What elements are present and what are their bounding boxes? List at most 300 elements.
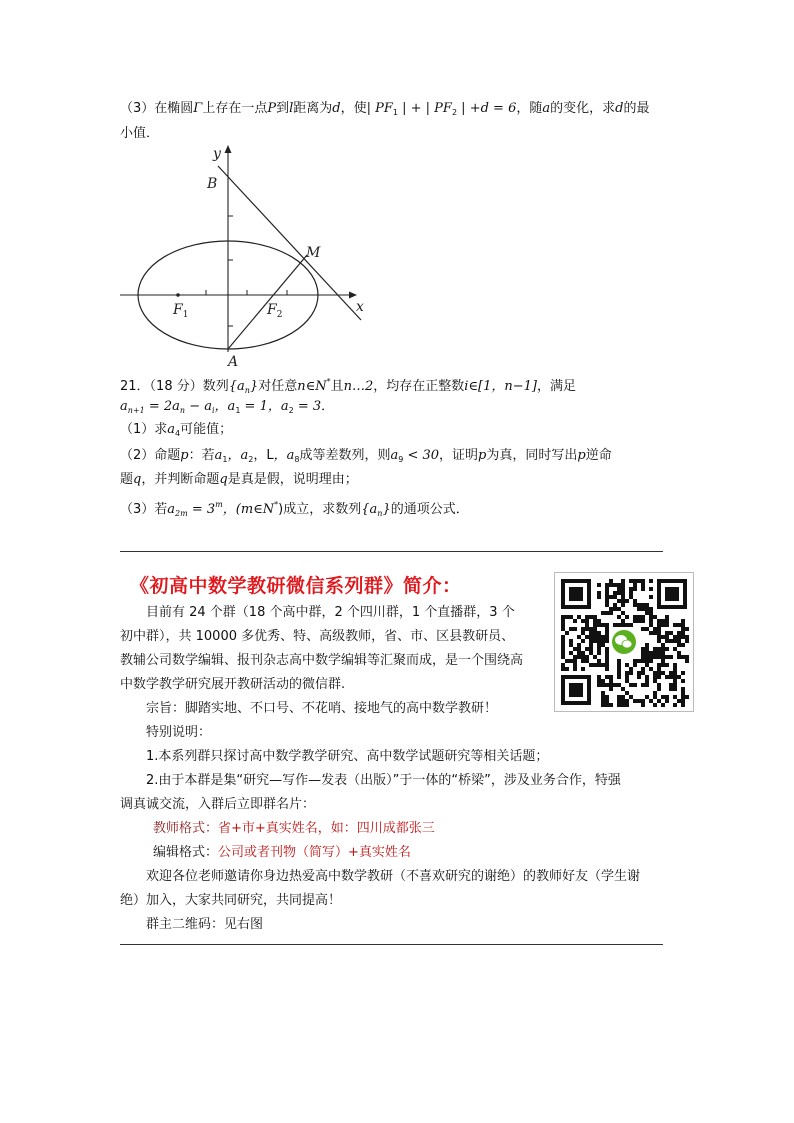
qr-module [657,623,661,627]
qr-module [605,639,609,643]
teacher-format-label: 教师格式： [153,821,219,836]
qr-module [581,651,585,655]
qr-module [581,631,585,635]
var-d: d [332,101,341,116]
qr-module [657,699,661,703]
qr-module [685,659,689,663]
qr-module [569,643,573,647]
qr-module [593,619,597,623]
sub: 1 [222,455,228,464]
qr-module [569,615,573,619]
q21-line2 [120,397,334,421]
qr-module [601,643,605,647]
qr-module [665,655,669,659]
qr-module [641,627,645,631]
qr-module [645,659,649,663]
qr-module [665,663,669,667]
qr-module [661,623,665,627]
q21-line6 [120,495,469,524]
sub: 1 [392,108,398,117]
math-pf2: | + | PF [398,101,452,116]
sub: n [244,386,250,395]
divider-top [120,551,663,552]
qr-module [641,699,645,703]
focus-f1-point [176,293,180,297]
qr-module [589,631,593,635]
q20-part3-line1 [120,99,649,123]
qr-module [617,683,621,687]
qr-module [645,695,649,699]
qr-module [669,655,673,659]
qr-module [657,687,661,691]
sub: i [211,406,215,415]
qr-module [673,639,677,643]
qr-module [605,651,609,655]
qr-module [605,699,609,703]
qr-module [581,639,585,643]
qr-module [617,599,621,603]
qr-module [645,647,649,651]
text: 成等差数列，则 [299,448,391,463]
qr-module [633,579,637,583]
qr-module [657,631,661,635]
text: 的通项公式． [390,502,469,517]
qr-module [641,579,645,583]
qr-module [573,667,577,671]
y-axis-arrow [225,145,232,153]
sup: * [274,500,279,509]
qr-module [609,687,613,691]
qr-module [673,635,677,639]
qr-module [677,655,681,659]
qr-module [625,699,629,703]
qr-module [593,663,597,667]
qr-module [597,583,601,587]
qr-module [669,675,673,679]
qr-module [665,639,669,643]
qr-module [621,579,625,583]
qr-module [605,663,609,667]
sub: n [377,509,383,518]
qr-module [601,679,605,683]
qr-module [641,583,645,587]
math: i∈[1，n−1] [464,379,537,394]
qr-module [617,671,621,675]
qr-module [677,623,681,627]
qr-module [621,603,625,607]
math: ，a [267,399,289,414]
qr-module [601,691,605,695]
qr-module [561,667,565,671]
qr-module [573,659,577,663]
qr-module [597,635,601,639]
qr-module [649,579,653,583]
text: 21．（18 分）数列 [120,379,229,394]
qr-module [593,627,597,631]
qr-module [577,651,581,655]
qr-module [601,699,605,703]
qr-module [629,623,633,627]
qr-code-icon [554,572,694,712]
math: {a [361,502,378,517]
qr-module [641,683,645,687]
math: a [167,422,176,437]
qr-module [649,607,653,611]
qr-module [677,675,681,679]
math: } [382,502,391,517]
qr-module [641,607,645,611]
qr-module [621,587,625,591]
qr-module [589,615,593,619]
qr-module [589,643,593,647]
qr-module [661,635,665,639]
qr-module [661,659,665,663]
qr-module [605,587,609,591]
qr-module [629,579,633,583]
qr-module [609,683,613,687]
sub: 2 [248,455,254,464]
qr-module [669,631,673,635]
qr-module [685,635,689,639]
text: ，均存在正整数 [373,379,465,394]
qr-module [589,651,593,655]
qr-module [605,695,609,699]
math: q [219,472,228,487]
qr-module [625,679,629,683]
qr-module [645,607,649,611]
math: ，a [214,399,236,414]
var-d: d [615,101,624,116]
purpose-text: 脚踏实地、不口号、不花哨、接地气的高中数学教研！ [185,701,498,716]
qr-module [561,639,565,643]
qr-module [601,703,605,707]
qr-module [653,675,657,679]
qr-module [593,655,597,659]
qr-module [673,683,677,687]
qr-module [625,675,629,679]
qr-module [681,671,685,675]
line-l [218,166,361,320]
q21-line4 [120,446,612,470]
text: （3）若 [120,502,168,517]
qr-module [573,663,577,667]
qr-module [681,691,685,695]
qr-module [633,583,637,587]
qr-module [605,675,609,679]
qr-module [593,631,597,635]
qr-module [617,675,621,679]
qr-module [649,619,653,623]
text: （1）求 [120,422,168,437]
qr-module [633,615,637,619]
math: ，a [273,448,295,463]
qr-module [629,595,633,599]
math: = 1 [240,399,268,414]
qr-module [629,591,633,595]
qr-module [605,627,609,631]
qr-module [661,695,665,699]
qr-module [609,583,613,587]
qr-module [645,627,649,631]
qr-module [649,595,653,599]
qr-module [613,607,617,611]
qr-module [577,615,581,619]
qr-module [625,599,629,603]
purpose-label: 宗旨： [146,701,186,716]
qr-module [605,659,609,663]
teacher-format-value: 省+市+真实姓名，如：四川成都张三 [218,821,435,836]
qr-module [585,655,589,659]
qr-module [597,639,601,643]
text: ，并判断命题 [141,472,220,487]
qr-module [681,643,685,647]
qr-module [597,623,601,627]
qr-module [653,615,657,619]
qr-module [585,659,589,663]
qr-module [585,615,589,619]
qr-module [685,655,689,659]
qr-module [605,599,609,603]
qr-module [649,667,653,671]
x-axis-arrow [349,292,357,299]
var-a: a [542,101,551,116]
qr-module [605,595,609,599]
qr-module [657,667,661,671]
qr-module [641,659,645,663]
qr-module [681,619,685,623]
qr-module [617,607,621,611]
qr-module [593,639,597,643]
qr-module [673,675,677,679]
text: 距离为 [293,101,333,116]
qr-module [609,611,613,615]
sub: 4 [175,429,181,438]
qr-module [665,623,669,627]
qr-module [585,623,589,627]
qr-module [609,679,613,683]
math: p [180,448,189,463]
q21-line5 [120,470,358,490]
qr-module [589,647,593,651]
math: a [120,399,128,414]
text: 到 [276,101,290,116]
qr-module [621,703,625,707]
qr-module [573,619,577,623]
qr-module [573,627,577,631]
math: a [390,448,399,463]
text: 题 [120,472,134,487]
qr-module [597,663,601,667]
text: ，证明 [439,448,479,463]
qr-module [561,619,565,623]
qr-module [609,675,613,679]
qr-module [685,639,689,643]
qr-module [629,667,633,671]
intro-item1: 1.本系列群只探讨高中数学教学研究、高中数学试题研究等相关话题； [146,749,549,764]
qr-module [673,667,677,671]
qr-module [657,619,661,623]
qr-module [653,627,657,631]
qr-module [621,591,625,595]
qr-module [681,687,685,691]
qr-module [569,627,573,631]
qr-module [653,703,657,707]
qr-module [565,631,569,635]
qr-module [617,587,621,591]
qr-module [561,651,565,655]
math-eq: | +d = 6 [457,101,517,116]
qr-module [681,623,685,627]
qr-module [589,639,593,643]
qr-module [649,655,653,659]
qr-module [653,655,657,659]
qr-module [613,683,617,687]
qr-module [625,623,629,627]
qr-module [677,651,681,655]
qr-module [597,619,601,623]
intro-special: 特别说明： [146,725,212,740]
qr-module [601,635,605,639]
math: } [249,379,259,394]
qr-module [649,631,653,635]
qr-module [665,699,669,703]
qr-module [653,695,657,699]
qr-code-graphic [559,577,689,707]
qr-module [601,639,605,643]
math: p [577,448,586,463]
qr-module [617,667,621,671]
qr-module [633,663,637,667]
qr-module [597,679,601,683]
text: 逆命 [585,448,612,463]
qr-module [677,699,681,703]
qr-module [633,699,637,703]
qr-module [569,639,573,643]
text: 对任意 [258,379,298,394]
divider-bottom [120,944,663,945]
qr-module [645,663,649,667]
qr-module [617,703,621,707]
qr-module [601,663,605,667]
qr-module [633,599,637,603]
qr-module [561,615,565,619]
qr-module [605,583,609,587]
qr-module [581,667,585,671]
qr-module [613,623,617,627]
text: （3）在椭圆 [120,101,194,116]
qr-module [669,671,673,675]
qr-module [657,663,661,667]
sub: 2m [175,509,188,518]
qr-module [681,703,685,707]
qr-module [561,635,565,639]
qr-module [601,623,605,627]
qr-module [613,591,617,595]
qr-module [657,651,661,655]
label-b: B [207,176,218,192]
sub: 9 [398,455,404,464]
qr-module [621,595,625,599]
qr-module [585,619,589,623]
qr-module [605,591,609,595]
text: ，随 [516,101,543,116]
qr-module [585,635,589,639]
qr-module [665,615,669,619]
qr-module [569,659,573,663]
sup: m [215,500,223,509]
qr-module [645,679,649,683]
intro-welcome-l1: 欢迎各位老师邀请你身边热爱高中数学教研（不喜欢研究的谢绝）的教师好友（学生谢 [146,869,641,884]
teacher-format [153,819,435,839]
qr-module [681,627,685,631]
text: ，L [253,448,274,463]
qr-module [629,683,633,687]
qr-module [613,583,617,587]
qr-module [617,591,621,595]
qr-module [641,647,645,651]
qr-module [641,667,645,671]
qr-module [665,675,669,679]
qr-module [661,647,665,651]
q20-part3-line2: 小值． [120,126,160,141]
intro-welcome-l2: 绝）加入，大家共同研究，共同提高！ [120,893,342,908]
qr-module [673,647,677,651]
intro-p1-l3: 教辅公司数学编辑、报刊杂志高中数学编辑等汇聚而成，是一个围绕高 [120,653,524,668]
q21-line3 [120,420,232,444]
qr-module [565,667,569,671]
math-pf1: | PF [366,101,393,116]
qr-module [597,675,601,679]
sub: 1 [235,406,241,415]
qr-module [677,639,681,643]
sub: 2 [451,108,458,117]
qr-module [641,603,645,607]
qr-module [597,659,601,663]
math: n∈N [297,379,327,394]
qr-module [637,659,641,663]
qr-module [625,615,629,619]
qr-module [629,587,633,591]
qr-module [685,695,689,699]
qr-module [677,635,681,639]
qr-module [609,579,613,583]
qr-module [645,683,649,687]
qr-module [621,583,625,587]
qr-module [637,619,641,623]
qr-module [685,627,689,631]
qr-module [637,675,641,679]
qr-module [649,651,653,655]
qr-module [665,635,669,639]
qr-module [613,603,617,607]
qr-module [629,671,633,675]
qr-module [625,671,629,675]
qr-module [641,703,645,707]
qr-module [669,639,673,643]
sub: 2 [288,406,294,415]
text: ：若 [188,448,215,463]
qr-module [645,675,649,679]
qr-module [581,627,585,631]
qr-module [657,627,661,631]
qr-module [605,611,609,615]
qr-module [605,647,609,651]
qr-module [673,687,677,691]
qr-module [661,643,665,647]
qr-module [621,695,625,699]
text: ，满足 [537,379,577,394]
qr-module [641,655,645,659]
